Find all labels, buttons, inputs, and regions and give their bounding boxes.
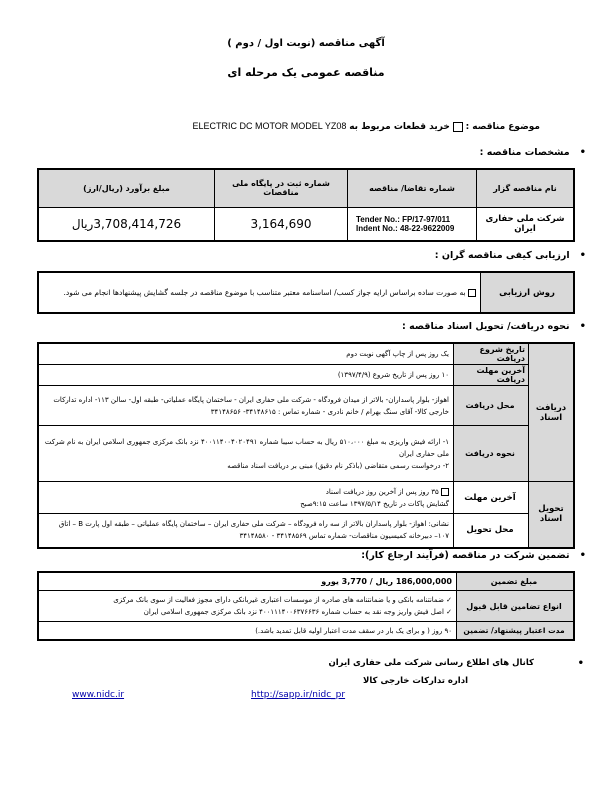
footer-channels-text: کانال های اطلاع رسانی شرکت ملی حفاری ایران	[328, 658, 534, 668]
estimate-value: 3,708,414,726ریال	[38, 207, 215, 241]
subject-text: خرید قطعات مربوط به	[349, 122, 450, 132]
deliver-place-value: نشانی: اهواز- بلوار پاسداران بالاتر از سه راه فرودگاه – شرکت ملی حفاری ایران – ساختمان پایگاه عملیاتی – طبقه اول پارت B – اتاق ۱۰۷– دبیرخانه کمیسیون مناقصات- شماره تماس ۳۴۱۴۸۵۶۹ - ۳۴۱۴۸۵۸۰	[38, 514, 454, 548]
evaluation-table	[37, 271, 575, 314]
bullet-icon: •	[579, 250, 586, 261]
bullet-icon: •	[577, 658, 584, 669]
start-label: تاریخ شروع دریافت	[454, 343, 529, 365]
specs-table	[37, 168, 575, 242]
start-value: یک روز پس از چاپ آگهی نوبت دوم	[38, 343, 454, 365]
subject-line	[192, 121, 540, 132]
link-nidc[interactable]: www.nidc.ir	[72, 690, 125, 700]
deliver-place-label: محل تحویل	[454, 514, 529, 548]
last-deadline-value	[38, 482, 454, 514]
section-title-specs	[480, 147, 586, 158]
validity-label: مدت اعتبار پیشنهاد/ تضمین	[457, 622, 575, 640]
group-deliver: تحویل اسناد	[529, 482, 575, 548]
amount-label: مبلغ تضمین	[457, 572, 575, 590]
last-deadline-text: ۳۵ روز پس از آخرین روز دریافت اسناد	[325, 487, 439, 496]
section-title-evaluation	[435, 250, 586, 261]
footer-channels	[328, 658, 584, 669]
evaluation-text-body: به صورت ساده براساس ارایه جواز کسب/ اساسنامه معتبر متناسب با موضوع مناقصه در جلسه گشایش پیشنهادها انجام می شود.	[63, 287, 466, 297]
header-estimate: مبلغ برآورد (ریال/ارز)	[38, 169, 215, 207]
documents-table	[37, 342, 575, 549]
checkbox-icon	[441, 488, 449, 496]
checkmark-icon: ✓	[446, 608, 452, 616]
header-reg-no: شماره ثبت در پایگاه ملی مناقصات	[215, 169, 348, 207]
validity-value: ۹۰ روز ( و برای یک بار در سقف مدت اعتبار اولیه قابل تمدید باشد.)	[38, 622, 457, 640]
indent-no: Indent No.: 48-22-9622009	[356, 223, 455, 233]
deadline-value: ۱۰ روز پس از تاریخ شروع (۱۳۹۷/۴/۹)	[38, 365, 454, 386]
header-request-no: شماره تقاضا/ مناقصه	[348, 169, 477, 207]
place-value: اهواز- بلوار پاسداران- بالاتر از میدان فرودگاه - شرکت ملی حفاری ایران - ساختمان پایگاه عملیاتی- طبقه اول- سالن ۱۱۳- اداره تدارکات خارجی کالا- آقای سنگ بهرام / خانم نادری - شماره تماس : ۳۴۱۴۸۶۱۵- ۳۴۱۴۸۶۵۶	[38, 386, 454, 426]
last-deadline-label: آخرین مهلت	[454, 482, 529, 514]
section-title-guarantee	[361, 550, 586, 561]
subject-model: ELECTRIC DC MOTOR MODEL YZ08	[192, 121, 347, 131]
subject-label: موضوع مناقصه :	[465, 122, 540, 132]
last-deadline-line	[43, 486, 449, 498]
amount-value: 186,000,000 ریال / 3,770 یورو	[38, 572, 457, 590]
section-title-text: نحوه دریافت/ تحویل اسناد مناقصه :	[402, 321, 570, 332]
footer-department: اداره تدارکات خارجی کالا	[363, 676, 468, 686]
method-label: نحوه دریافت	[454, 426, 529, 482]
group-receive: دریافت اسناد	[529, 343, 575, 482]
section-title-text: ارزیابی کیفی مناقصه گران :	[434, 250, 570, 261]
org-name: شرکت ملی حفاری ایران	[477, 207, 575, 241]
tender-no: Tender No.: FP/17-97/011	[356, 214, 451, 224]
guarantee-type-1-text: ضمانتنامه بانکی و یا ضمانتنامه های صادره از موسسات اعتباری غیربانکی دارای مجوز فعالیت از سوی بانک مرکزی	[113, 596, 444, 604]
tender-numbers	[348, 207, 477, 241]
evaluation-label: روش ارزیابی	[481, 272, 575, 313]
section-title-text: مشخصات مناقصه :	[479, 147, 570, 158]
place-label: محل دریافت	[454, 386, 529, 426]
method-item-2: ۲- درخواست رسمی متقاضی (باذکر نام دقیق) مبنی بر دریافت اسناد مناقصه	[227, 461, 449, 470]
method-item-1: ۱- ارائه فیش واریزی به مبلغ ۵۱۰،۰۰۰ ریال به حساب سیبا شماره ۴۰۰۱۱۴۰۰۴۰۲۰۴۹۱ نزد بانک مرکزی جمهوری اسلامی ایران به نام شرکت ملی حفاری ایران	[44, 437, 449, 458]
section-title-text: تضمین شرکت در مناقصه (فرآیند ارجاع کار):	[361, 550, 570, 561]
header-org: نام مناقصه گزار	[477, 169, 575, 207]
guarantee-type-2	[43, 606, 452, 618]
evaluation-text	[38, 272, 481, 313]
notice-title: آگهی مناقصه (نوبت اول / دوم )	[227, 38, 385, 49]
checkbox-icon	[453, 122, 463, 132]
reg-no: 3,164,690	[215, 207, 348, 241]
guarantee-type-1	[43, 594, 452, 606]
method-value	[38, 426, 454, 482]
types-value	[38, 590, 457, 622]
tender-type-title: مناقصه عمومی یک مرحله ای	[227, 66, 385, 79]
deadline-label: آخرین مهلت دریافت	[454, 365, 529, 386]
bullet-icon: •	[579, 321, 586, 332]
bullet-icon: •	[579, 147, 586, 158]
guarantee-table	[37, 571, 575, 641]
checkbox-icon	[468, 289, 476, 297]
checkmark-icon: ✓	[446, 596, 452, 604]
link-sapp[interactable]: http://sapp.ir/nidc_pr	[251, 690, 346, 700]
bullet-icon: •	[579, 550, 586, 561]
section-title-documents	[402, 321, 586, 332]
types-label: انواع تضامین قابل قبول	[457, 590, 575, 622]
opening-date: گشایش پاکات در تاریخ ۱۳۹۷/۵/۱۴ ساعت ۹:۱۵صبح	[300, 499, 449, 508]
guarantee-type-2-text: اصل فیش واریز وجه نقد به حساب شماره ۴۰۰۱۱۱۴۰۰۶۳۷۶۶۳۶ نزد بانک مرکزی جمهوری اسلامی ایران	[143, 608, 444, 616]
